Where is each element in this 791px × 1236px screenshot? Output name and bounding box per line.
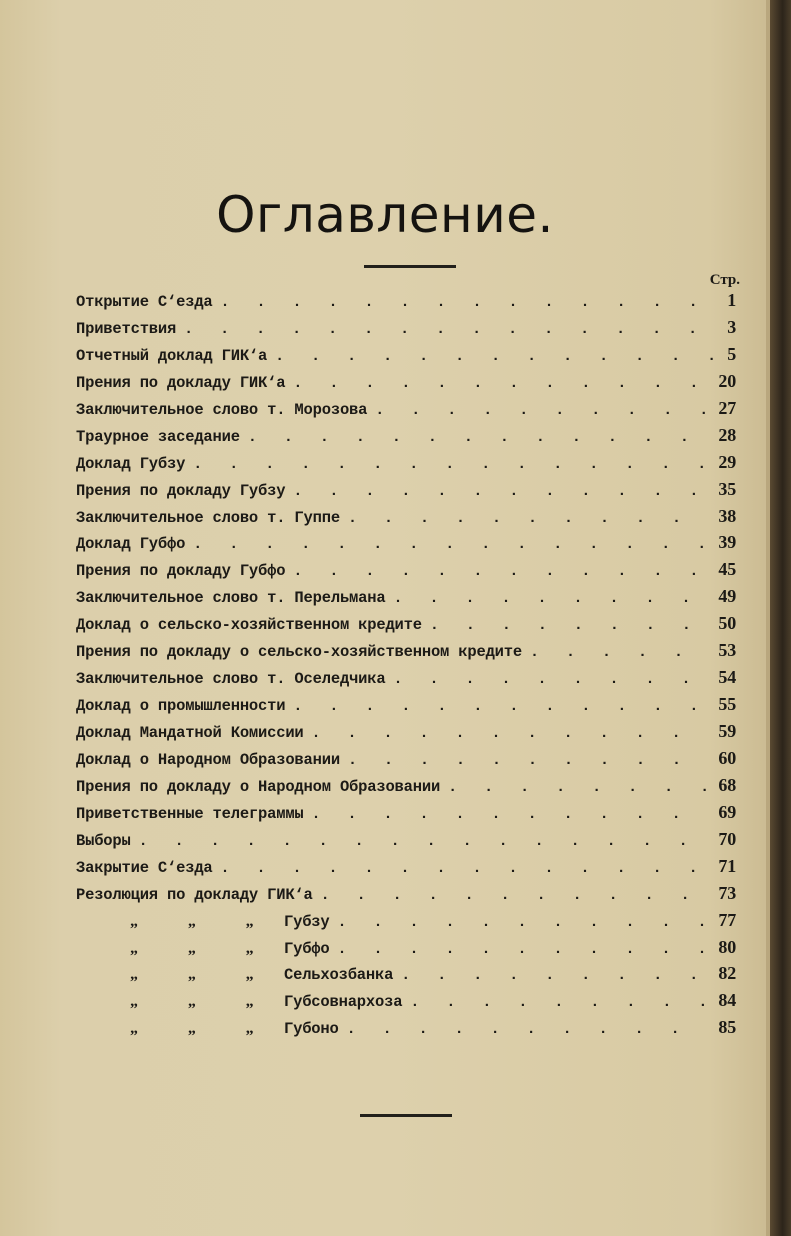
leader-dots [221,294,720,311]
toc-entry [76,506,736,533]
toc-entry-page: 27 [718,397,736,418]
ditto-mark: „ [187,993,196,1011]
book-binding [770,0,791,1236]
leader-dots [348,752,710,769]
toc-entry [76,829,736,856]
toc-entry-label: Прения по докладу о Народном Образовании [76,777,441,796]
leader-dots [221,860,711,877]
leader-dots [193,456,710,473]
leader-dots [293,483,710,500]
toc-entry [76,452,736,479]
toc-sub-entry [76,963,736,990]
ditto-mark: „ [187,966,196,984]
table-of-contents [76,290,736,1044]
toc-entry-label: Заключительное слово т. Оселедчика [76,670,386,689]
toc-entry-label: Закрытие С‘езда [76,858,213,877]
leader-dots [312,725,711,742]
leader-dots [375,402,710,419]
toc-entry-page: 38 [718,505,736,526]
page-column-header: Стр. [709,272,740,288]
leader-dots [530,644,710,661]
toc-entry-label: Доклад Губзу [76,454,186,473]
leader-dots [448,779,710,796]
toc-sub-entry-page: 77 [718,909,736,930]
toc-sub-entry-label: Губфо [284,939,330,958]
toc-entry-label: Заключительное слово т. Гуппе [76,508,340,527]
ditto-marks [76,966,284,984]
toc-entry [76,479,736,506]
toc-sub-entry-label: Губзу [284,912,330,931]
toc-entry-page: 49 [718,586,736,607]
toc-sub-entry [76,910,736,937]
ditto-mark: „ [245,939,254,957]
toc-entry-page: 35 [718,478,736,499]
leader-dots [338,941,711,958]
ditto-marks [76,1020,284,1038]
toc-entry-page: 60 [718,747,736,768]
ditto-mark: „ [130,939,138,957]
toc-entry [76,694,736,721]
toc-sub-entry-page: 84 [718,990,736,1011]
toc-entry-label: Прения по докладу Губфо [76,562,286,581]
toc-entry [76,775,736,802]
leader-dots [248,429,711,446]
toc-sub-entry [76,937,736,964]
toc-sub-entry-page: 82 [718,963,736,984]
toc-entry-label: Доклад Губфо [76,535,186,554]
toc-entry-page: 54 [718,667,736,688]
toc-entry-label: Траурное заседание [76,427,240,446]
toc-entry-label: Доклад о промышленности [76,697,286,716]
toc-entry-label: Открытие С‘езда [76,293,213,311]
toc-entry-page: 53 [718,640,736,661]
toc-entry [76,290,736,317]
ditto-mark: „ [187,912,196,930]
toc-sub-entry-label: Губоно [284,1020,339,1039]
toc-entry-page: 45 [718,559,736,580]
leader-dots [393,671,710,688]
toc-entry [76,721,736,748]
leader-dots [348,510,710,527]
toc-entry-label: Заключительное слово т. Перельмана [76,589,386,608]
ditto-mark: „ [245,966,254,984]
toc-entry [76,748,736,775]
page-title: Оглавление. [216,186,554,244]
ditto-mark: „ [245,1020,254,1038]
ditto-marks [76,940,284,958]
toc-entry-label: Приветствия [76,319,177,338]
toc-entry-page: 28 [718,424,736,445]
toc-entry [76,802,736,829]
leader-dots [275,348,719,365]
leader-dots [338,914,711,931]
toc-sub-entry-page: 80 [718,936,736,957]
toc-sub-entry-label: Сельхозбанка [284,966,394,985]
leader-dots [139,833,711,850]
toc-entry-page: 5 [727,343,736,364]
toc-entry-page: 73 [718,882,736,903]
leader-dots [193,536,710,553]
toc-entry [76,398,736,425]
ditto-marks [76,913,284,931]
toc-entry-page: 71 [718,855,736,876]
toc-entry-label: Доклад о сельско-хозяйственном кредите [76,616,422,635]
toc-entry [76,856,736,883]
toc-entry-label: Доклад о Народном Образовании [76,750,340,769]
leader-dots [293,375,710,392]
leader-dots [401,967,710,984]
toc-entry-page: 59 [718,721,736,741]
toc-entry [76,317,736,344]
leader-dots [312,806,711,823]
leader-dots [184,321,719,338]
toc-entry-page: 68 [718,774,736,795]
toc-entry-page: 3 [727,316,736,337]
ditto-mark: „ [130,912,138,930]
toc-entry-page: 70 [718,828,736,849]
toc-entry-label: Прения по докладу Губзу [76,481,286,500]
toc-entry [76,613,736,640]
toc-entry-label: Заключительное слово т. Морозова [76,400,368,419]
toc-sub-entry [76,1017,736,1044]
toc-entry-page: 39 [718,532,736,553]
toc-sub-entry-page: 85 [718,1017,736,1038]
toc-entry-page: 29 [718,451,736,472]
ditto-mark: „ [130,966,138,984]
toc-entry-label: Резолюция по докладу ГИК‘а [76,885,313,904]
ditto-mark: „ [130,993,138,1011]
toc-entry [76,559,736,586]
ditto-mark: „ [130,1020,138,1038]
leader-dots [321,887,711,904]
toc-entry-page: 69 [718,801,736,822]
ditto-marks [76,993,284,1011]
toc-entry-label: Приветственные телеграммы [76,804,304,823]
leader-dots [293,563,710,580]
toc-entry [76,667,736,694]
toc-entry [76,640,736,667]
toc-entry [76,532,736,559]
toc-entry [76,883,736,910]
toc-sub-entry [76,990,736,1017]
ditto-mark: „ [245,993,254,1011]
toc-sub-entry-label: Губсовнархоза [284,993,403,1012]
toc-entry [76,425,736,452]
toc-entry-page: 50 [718,613,736,634]
toc-entry-label: Доклад Мандатной Комиссии [76,724,304,742]
toc-entry-label: Отчетный доклад ГИК‘а [76,346,268,365]
toc-entry [76,344,736,371]
ditto-mark: „ [187,1020,196,1038]
toc-entry [76,371,736,398]
toc-entry-label: Выборы [76,831,131,850]
leader-dots [293,698,710,715]
toc-entry-label: Прения по докладу ГИК‘а [76,373,286,392]
ditto-mark: „ [245,912,254,930]
toc-entry-label: Прения по докладу о сельско-хозяйственном кредите [76,643,522,662]
ditto-mark: „ [187,939,196,957]
toc-entry-page: 20 [718,370,736,391]
closing-rule [360,1114,452,1117]
leader-dots [393,590,710,607]
toc-entry [76,586,736,613]
title-rule [364,265,456,268]
toc-entry-page: 55 [718,694,736,715]
toc-entry-page: 1 [727,290,736,310]
leader-dots [347,1021,711,1038]
leader-dots [410,994,710,1011]
leader-dots [430,617,711,634]
